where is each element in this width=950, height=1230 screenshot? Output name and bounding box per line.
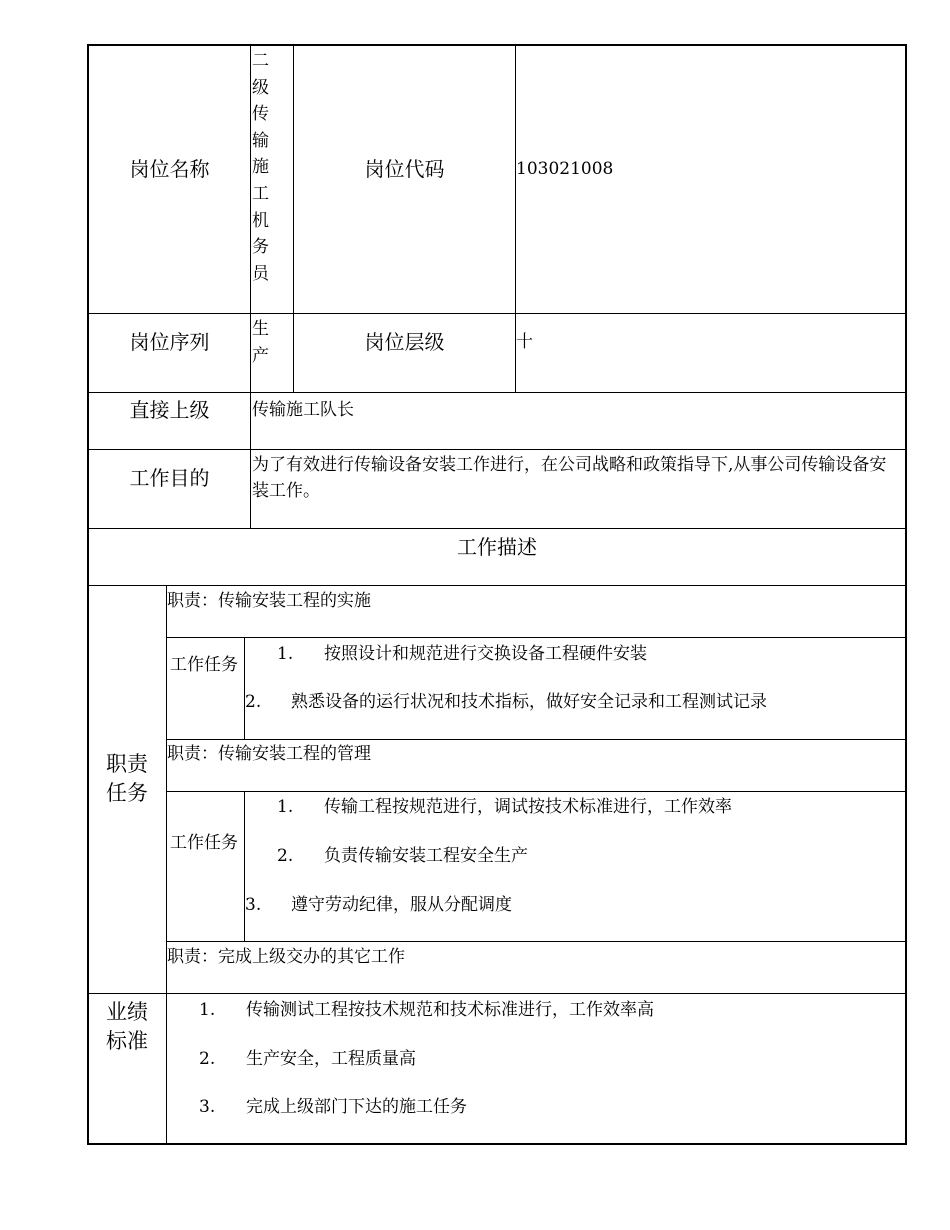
position-code-value: 103021008 xyxy=(516,159,614,179)
table-border-left xyxy=(87,44,89,1145)
performance-text: 完成上级部门下达的施工任务 xyxy=(246,1097,467,1117)
superior-value: 传输施工队长 xyxy=(252,400,354,420)
row-divider xyxy=(87,528,907,529)
level-label: 岗位层级 xyxy=(364,330,445,354)
task-text: 熟悉设备的运行状况和技术指标，做好安全记录和工程测试记录 xyxy=(291,692,767,712)
duty-title: 职责：传输安装工程的管理 xyxy=(167,744,371,764)
task-text: 负责传输安装工程安全生产 xyxy=(324,846,528,866)
performance-label: 业绩标准 xyxy=(106,1000,148,1053)
task-number: 3. xyxy=(245,895,262,915)
duties-label: 职责任务 xyxy=(106,752,148,805)
col-divider xyxy=(250,44,251,529)
performance-text: 生产安全，工程质量高 xyxy=(246,1049,416,1069)
sequence-value: 生产 xyxy=(252,319,269,366)
col-divider xyxy=(244,791,245,942)
task-number: 2. xyxy=(277,846,294,866)
performance-number: 1. xyxy=(199,1000,216,1020)
task-number: 1. xyxy=(277,644,294,664)
duty-title: 职责：完成上级交办的其它工作 xyxy=(167,947,405,967)
task-label: 工作任务 xyxy=(170,833,238,853)
position-code-label: 岗位代码 xyxy=(364,157,445,181)
performance-number: 2. xyxy=(199,1049,216,1069)
task-number: 1. xyxy=(277,797,294,817)
purpose-label: 工作目的 xyxy=(129,466,210,490)
position-name-label: 岗位名称 xyxy=(129,157,210,181)
table-border-bottom xyxy=(87,1143,907,1145)
row-divider xyxy=(166,637,907,638)
row-divider xyxy=(87,449,907,450)
purpose-value: 为了有效进行传输设备安装工作进行，在公司战略和政策指导下,从事公司传输设备安装工作。 xyxy=(252,455,887,501)
col-divider xyxy=(244,637,245,740)
task-text: 按照设计和规范进行交换设备工程硬件安装 xyxy=(324,644,647,664)
row-divider xyxy=(87,392,907,393)
table-border-top xyxy=(87,44,907,46)
level-value: 十 xyxy=(516,332,533,352)
superior-label: 直接上级 xyxy=(129,398,210,422)
table-border-right xyxy=(905,44,907,1145)
row-divider xyxy=(166,941,907,942)
performance-text: 传输测试工程按技术规范和技术标准进行，工作效率高 xyxy=(246,1000,654,1020)
row-divider xyxy=(87,993,907,994)
row-divider xyxy=(87,313,907,314)
row-divider xyxy=(87,585,907,586)
task-label: 工作任务 xyxy=(170,655,238,675)
task-number: 2. xyxy=(245,692,262,712)
duty-title: 职责：传输安装工程的实施 xyxy=(167,591,371,611)
col-divider xyxy=(166,585,167,1145)
row-divider xyxy=(166,791,907,792)
position-name-value: 二级传输施工机务员 xyxy=(252,51,269,284)
task-text: 遵守劳动纪律，服从分配调度 xyxy=(291,895,512,915)
row-divider xyxy=(166,739,907,740)
performance-number: 3. xyxy=(199,1097,216,1117)
task-text: 传输工程按规范进行，调试按技术标准进行，工作效率 xyxy=(324,797,732,817)
description-title: 工作描述 xyxy=(457,535,537,559)
sequence-label: 岗位序列 xyxy=(129,330,210,354)
